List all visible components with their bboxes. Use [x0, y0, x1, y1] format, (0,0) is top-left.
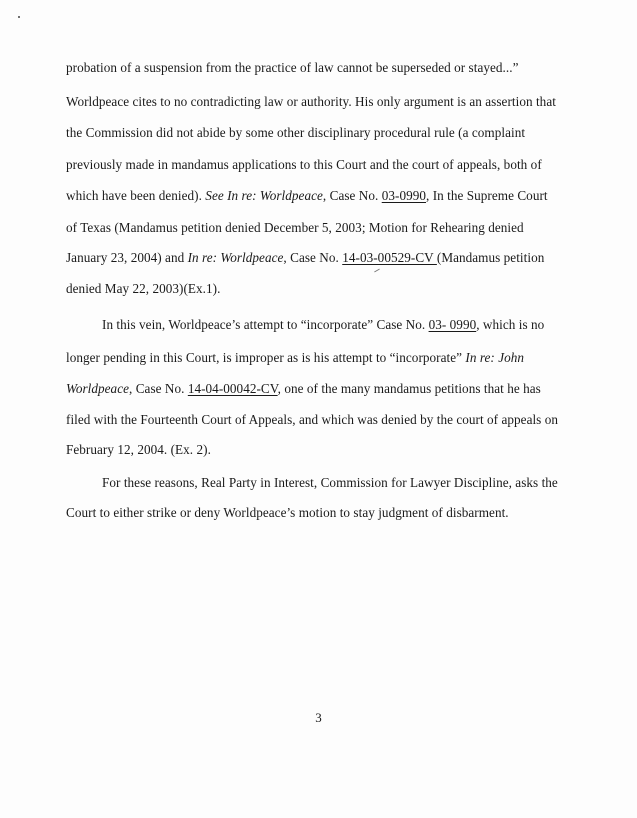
case-number: 14-04-00042-CV	[187, 381, 278, 396]
scan-speck	[18, 16, 20, 18]
text-segment: (Mandamus petition	[436, 250, 545, 265]
text-segment: January 23, 2004) and	[66, 250, 188, 265]
case-number: 03- 0990	[428, 317, 477, 332]
case-citation: In re: Worldpeace	[187, 250, 284, 265]
paragraph-1-line-4: previously made in mandamus applications to this Court and the court of appeals, both of	[66, 157, 542, 172]
text-segment: , Case No.	[322, 188, 382, 203]
text-segment: , Case No.	[283, 250, 343, 265]
paragraph-2-line-1	[102, 317, 544, 333]
scan-mark	[374, 269, 380, 273]
text-segment: , Case No.	[129, 381, 188, 396]
paragraph-1-line-1: probation of a suspension from the practice of law cannot be superseded or stayed...”	[66, 60, 519, 75]
text-segment: , one of the many mandamus petitions that he has	[277, 381, 541, 396]
case-citation: In re: John	[465, 350, 525, 365]
paragraph-1-line-7	[66, 250, 544, 266]
text-segment: , In the Supreme Court	[426, 188, 548, 203]
case-citation: Worldpeace	[66, 381, 130, 396]
page-number: 3	[315, 710, 322, 725]
case-number: 03-0990	[381, 188, 427, 203]
paragraph-1-line-5	[66, 188, 548, 204]
paragraph-1-line-3: the Commission did not abide by some other disciplinary procedural rule (a complaint	[66, 125, 526, 140]
paragraph-3-line-1: For these reasons, Real Party in Interest, Commission for Lawyer Discipline, asks the	[102, 475, 558, 490]
text-segment: In this vein, Worldpeace’s attempt to “incorporate” Case No.	[102, 317, 429, 332]
paragraph-1-line-8: denied May 22, 2003)(Ex.1).	[66, 281, 221, 296]
paragraph-2-line-5: February 12, 2004. (Ex. 2).	[66, 442, 211, 457]
paragraph-2-line-2	[66, 350, 524, 366]
text-segment: which have been denied).	[66, 188, 206, 203]
paragraph-1-line-2: Worldpeace cites to no contradicting law or authority. His only argument is an assertion that	[66, 94, 556, 109]
case-number: 14-03-00529-CV	[342, 250, 437, 265]
case-citation: See In re: Worldpeace	[205, 188, 323, 203]
paragraph-2-line-4: filed with the Fourteenth Court of Appeals, and which was denied by the court of appeals on	[66, 412, 559, 427]
text-segment: longer pending in this Court, is improper as is his attempt to “incorporate”	[66, 350, 466, 365]
paragraph-1-line-6: of Texas (Mandamus petition denied December 5, 2003; Motion for Rehearing denied	[66, 220, 524, 235]
paragraph-3-line-2: Court to either strike or deny Worldpeace’s motion to stay judgment of disbarment.	[66, 505, 509, 520]
text-segment: , which is no	[476, 317, 545, 332]
paragraph-2-line-3	[66, 381, 541, 397]
